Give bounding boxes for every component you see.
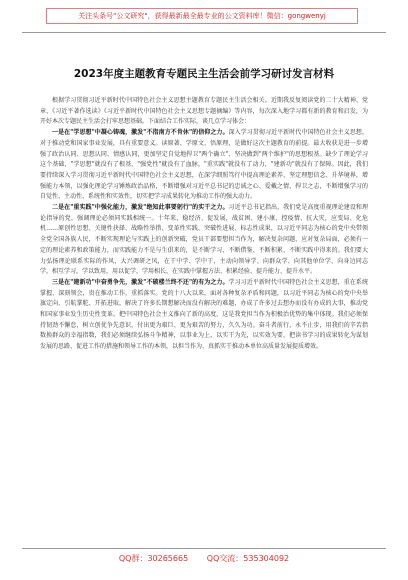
- promo-banner: 关注头条号"公文研究"，获得最新最全最专业的公文资料库！微信：gongwenyj: [46, 8, 358, 24]
- paragraph: [40, 128, 368, 203]
- footer: [0, 553, 408, 564]
- document-body: [40, 96, 368, 536]
- footer-divider: [22, 548, 386, 549]
- paragraph: [40, 278, 368, 353]
- paragraph-text: 学习习近平新时代中国特色社会主义思想，重在系统掌握、深刻领会，贵在推动工作，重抓落实。党的十八大以来，面对各种复杂矛盾和问题，以习近平同志为核心的党中央举旗定向、引航掌舵、开拓进取，解决了许多长期想解决而没有解决的难题，办成了许多过去想办而没有办成的大事，推动党和国家事业发生历史性变革。把中国特色社会主义推向了新的高度，这是我党担当作为积极治优势的集中体现。我们必须保持韧劲不懈怠，树立创优争先意识，付出更为艰巨、更为艰苦的努力，久久为功。奋斗者前行，永不止步，用我们的辛苦指数换群众的幸福指数，我们必须继续弘扬斗争精神，以事业为上，以实干为先，以实效为要，把读书学习的成果转化为谋划发展的思路、促进工作的措施和领导工作的本领，以担当作为、真抓实干推动本单位高质量发展提质增效。: [40, 278, 368, 351]
- footer-qq-group: QQ群：30265665: [118, 554, 189, 563]
- paragraph-text: 深入学习贯彻习近平新时代中国特色社会主义思想，对于推动党和国家事业发展，具有重要意义。读原著、学原文、悟原理，是做好这次主题教育的前提。最大收获是进一步增强了政治认同、思想认同、情感认同，更加坚定自觉地捍卫"两个确立"、坚决做到"两个维护"的思想根基。缺少了理论学习这个基础，"学思想"就没有了根基，"强党性"就没有了血脉，"重实践"就没有了动力，"建新功"就没有了保障。因此，我们要持续深入学习贯彻习近平新时代中国特色社会主义思想，在深学细照笃行中提高理论素养、坚定理想信念、升华境界，增强能力本领，以强化理论学习锤炼政治品格，不断增强对习近平总书记的忠诚之心、爱戴之情、捍卫之志，不断增强学习的自觉性、主动性、系统性和实效性，切实把学习成果转化为推动工作的强大动力。: [40, 129, 368, 201]
- paragraph: [40, 96, 368, 128]
- footer-qq-contact: QQ交流：535304092: [206, 554, 290, 563]
- paragraph-lead: 二是在"重实践"中强化能力，激发"绝知此事要躬行"的实干之力。: [52, 204, 229, 212]
- paragraph-text: 根据学习贯彻习近平新时代中国特色社会主义思想主题教育专题民主生活会相关。近期我反复阅读党的二十大精神、党章、《习近平著作选读》《习近平新时代中国特色社会主义思想专题摘编》等内容，每次深入地学习都有新的教育和启发，为开好本次专题民主生活会打牢思想基础。下面结合工作实际，谈几点学习体会：: [40, 97, 368, 126]
- paragraph: [40, 203, 368, 278]
- paragraph-lead: 三是在"建新功"中奋勇争先，激发"不破楼兰终不还"的有为之力。: [52, 278, 229, 286]
- paragraph-lead: 一是在"学思想"中凝心铸魂，激发"不指南方不肯休"的信仰之力。: [52, 129, 229, 137]
- document-title: 2023年度主题教育专题民主生活会前学习研讨发言材料: [73, 68, 335, 80]
- paragraph-text: 习近平总书记指出，我们党是高度重视理论建设和理论指导的党，强调理论必须同实践相统一。十年来，稳经济、促发展，战贫困、建小康，控疫情、抗大灾，应变局、化危机……原创性思想、关键性抉择、战略性举措、变革性实践、突破性进展、标志性成果，以习近平同志为核心的党中央带领全党全国各族人民，不断实现理论与实践上的创新突破，党员干部要想担当作为，解决复杂问题、应对复杂局面，必须有一定的理论素养和政策能力，而实践能力不是与生俱来的，是不断学习、不断借鉴、不断积累、不断实践中得来的。我们要大力弘扬理论联系实际的作风，大兴调研之风，在干中学、学中干，主动向领导学、向群众学、向其他单位学、向身边同志学，相互学习，学以致用，用以促学，学用相长，在实践中掌握方法、积累经验、提升能力、提升水平。: [40, 204, 368, 276]
- header-divider: [22, 32, 386, 33]
